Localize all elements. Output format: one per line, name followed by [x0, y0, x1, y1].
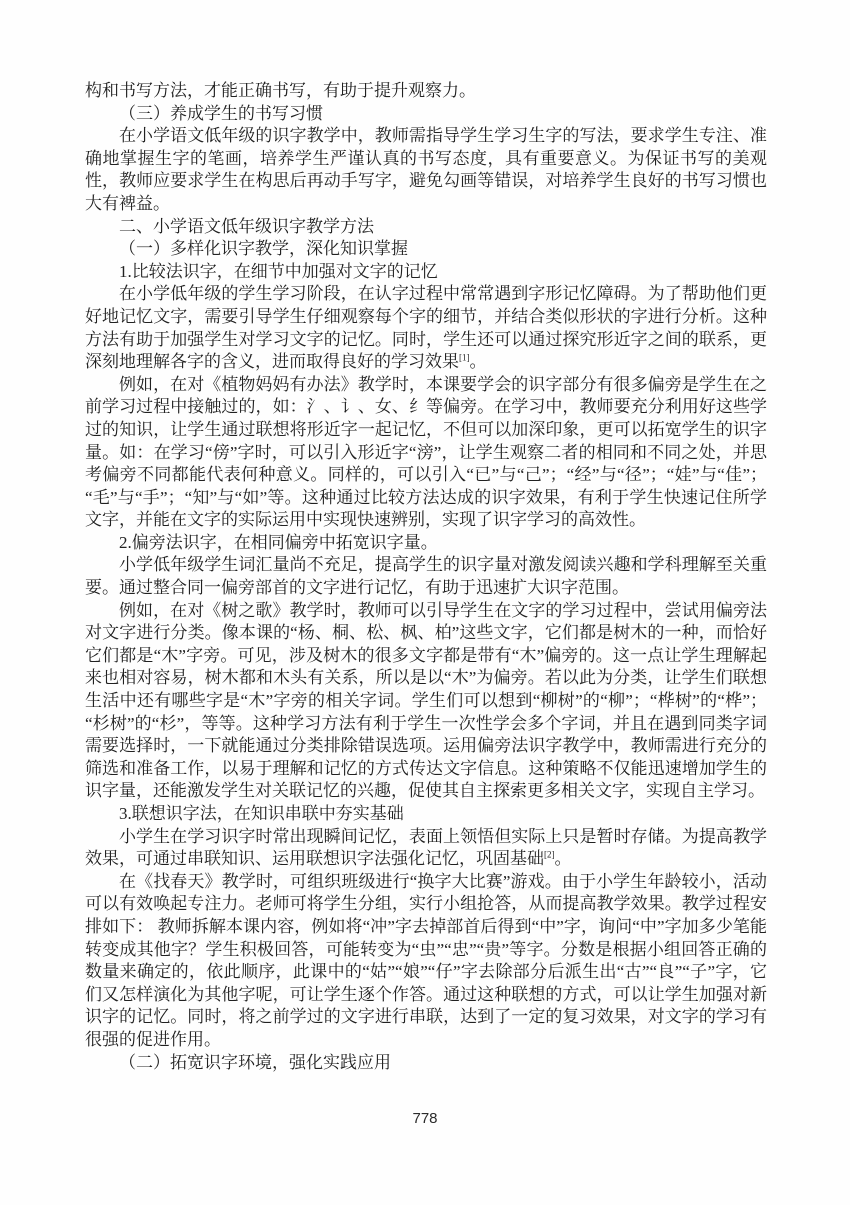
- paragraph: 构和书写方法，才能正确书写，有助于提升观察力。: [85, 81, 476, 100]
- paragraph: 例如，在对《树之歌》教学时，教师可以引导学生在文字的学习过程中，尝试用偏旁法对文字进行分类。像本课的“杨、桐、松、枫、柏”这些文字，它们都是树木的一种，而恰好它们都是“木”字旁。可见，涉及树木的很多文字都是带有“木”偏旁的。这一点让学生理解起来也相对容易，树木都和木头有关系，所以是以“木”为偏旁。若以此为分类，让学生们联想生活中还有哪些字是“木”字旁的相关字词。学生们可以想到“柳树”的“柳”；“桦树”的“桦”；“杉树”的“杉”，等等。这种学习方法有利于学生一次性学会多个字词，并且在遇到同类字词需要选择时，一下就能通过分类排除错误选项。运用偏旁法识字教学中，教师需进行充分的筛选和准备工作，以易于理解和记忆的方式传达文字信息。这种策略不仅能迅速增加学生的识字量，还能激发学生对关联记忆的兴趣，促使其自主探索更多相关文字，实现自主学习。: [85, 600, 767, 801]
- paragraph: 例如，在对《植物妈妈有办法》教学时，本课要学会的识字部分有很多偏旁是学生在之前学习过程中接触过的，如：氵、讠、女、纟等偏旁。在学习中，教师要充分利用好这些学过的知识，让学生通过联想将形近字一起记忆，不但可以加深印象，更可以拓宽学生的识字量。如：在学习“傍”字时，可以引入形近字“滂”，让学生观察二者的相同和不同之处，并思考偏旁不同都能代表何种意义。同样的，可以引入“已”与“己”；“经”与“径”；“娃”与“佳”；“毛”与“手”；“知”与“如”等。这种通过比较方法达成的识字效果，有利于学生快速记住所学文字，并能在文字的实际运用中实现快速辨别，实现了识字学习的高效性。: [85, 374, 767, 530]
- article-body: [85, 80, 767, 1074]
- paragraph: 在小学语文低年级的识字教学中，教师需指导学生学习生字的写法，要求学生专注、准确地掌握生字的笔画，培养学生严谨认真的书写态度，具有重要意义。为保证书写的美观性，教师应要求学生在构思后再动手写字，避免勾画等错误，对培养学生良好的书写习惯也大有裨益。: [85, 126, 767, 213]
- footnote-reference: [2]: [544, 849, 555, 860]
- page-number: 778: [412, 1110, 438, 1127]
- paragraph: 小学低年级学生词汇量尚不充足，提高学生的识字量对激发阅读兴趣和学科理解至关重要。通过整合同一偏旁部首的文字进行记忆，有助于迅速扩大识字范围。: [85, 555, 767, 598]
- paragraph: （二）拓宽识字环境，强化实践应用: [119, 1052, 391, 1072]
- paragraph: 在《找春天》教学时，可组织班级进行“换字大比赛”游戏。由于小学生年龄较小，活动可以有效唤起专注力。老师可将学生分组，实行小组抢答，从而提高教学效果。教学过程安排如下： 教师拆解本课内容，例如将“冲”字去掉部首后得到“中”字，询问“中”字加多少笔能转变成其他字？学生积极回答，可能转变为“虫”“忠”“贵”等字。分数是根据小组回答正确的数量来确定的，依此顺序，此课中的“姑”“娘”“仔”字去除部分后派生出“古”“良”“子”字，它们又怎样演化为其他字呢，可让学生逐个作答。通过这种联想的方式，可以让学生加强对新识字的记忆。同时，将之前学过的文字进行串联，达到了一定的复习效果，对文字的学习有很强的促进作用。: [85, 871, 767, 1049]
- paragraph: 3.联想识字法，在知识串联中夯实基础: [119, 804, 404, 823]
- paragraph: 小学生在学习识字时常出现瞬间记忆，表面上领悟但实际上只是暂时存储。为提高教学效果，可通过串联知识、运用联想识字法强化记忆，巩固基础[2]。: [85, 826, 767, 869]
- footnote-reference: [1]: [459, 352, 470, 363]
- paragraph: 2.偏旁法识字，在相同偏旁中拓宽识字量。: [119, 532, 438, 552]
- paragraph: （三）养成学生的书写习惯: [119, 103, 323, 123]
- paragraph: 1.比较法识字，在细节中加强对文字的记忆: [119, 261, 438, 281]
- paragraph: 在小学低年级的学生学习阶段，在认字过程中常常遇到字形记忆障碍。为了帮助他们更好地记忆文字，需要引导学生仔细观察每个字的细节，并结合类似形状的字进行分析。这种方法有助于加强学生对学习文字的记忆。同时，学生还可以通过探究形近字之间的联系，更深刻地理解各字的含义，进而取得良好的学习效果[1]。: [85, 284, 767, 372]
- paragraph: （一）多样化识字教学，深化知识掌握: [119, 239, 408, 259]
- paragraph: 二、小学语文低年级识字教学方法: [119, 216, 374, 236]
